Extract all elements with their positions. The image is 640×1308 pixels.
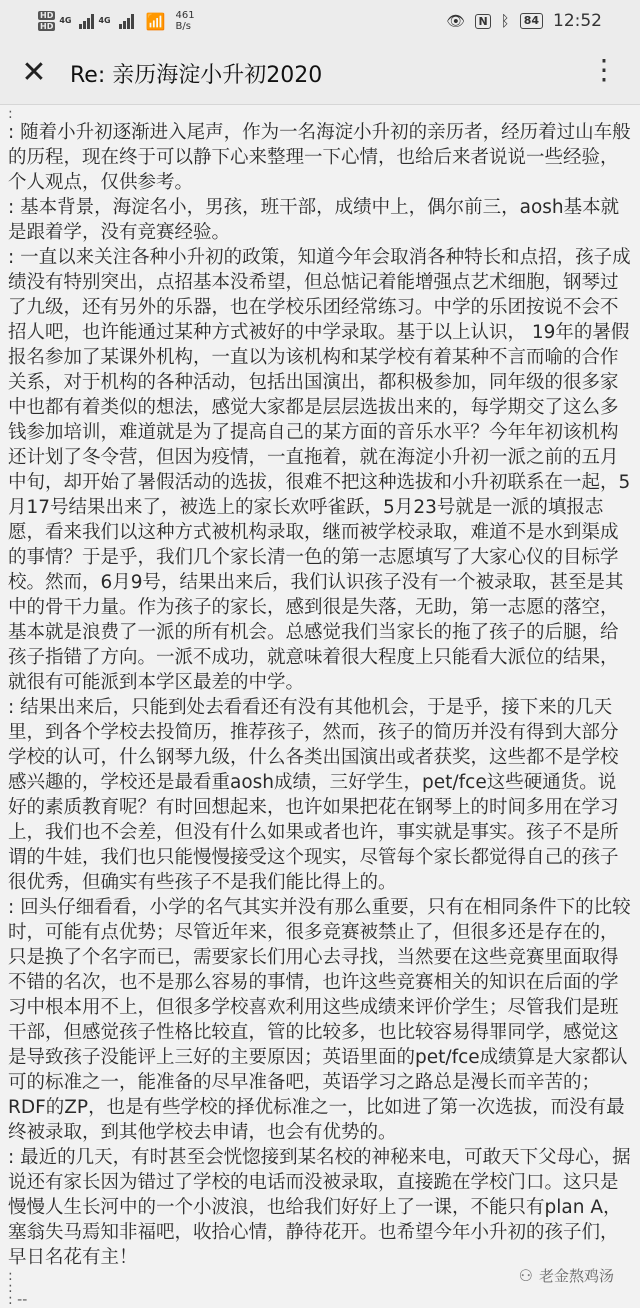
wifi-icon: 📶 xyxy=(145,11,166,31)
sim-indicators xyxy=(38,11,55,31)
more-vertical-icon: ⋮ xyxy=(590,53,618,86)
signature-separator: : -- xyxy=(8,1292,28,1308)
watermark xyxy=(519,1265,614,1286)
network-type-1: 4G xyxy=(59,16,72,25)
signal-icon-2 xyxy=(119,13,134,29)
clock: 12:52 xyxy=(553,11,602,31)
post-body xyxy=(8,108,632,1306)
page-title: Re: 亲历海淀小升初2020 xyxy=(70,62,323,88)
paragraph-experience: : 一直以来关注各种小升初的政策，知道今年会取消各种特长和点招，孩子成绩没有特别突出，点招基本没希望，但总惦记着能增强点艺术细胞，钢琴过了九级，还有另外的乐器，也在学校乐团经常练习。中学的乐团按说不会不招人吧，也许能通过某种方式被好的中学录取。基于以上认识， 19年的暑假报名参加了某课外机构，一直以为该机构和某学校有着某种不言而喻的合作关系，对于机构的各种活动，包括出国演出，都积极参加，同年级的很多家中也都有着类似的想法，感觉大家都是层层选拔出来的，每学期交了这么多钱参加培训，难道就是为了提高自己的某方面的音乐水平？今年年初该机构还计划了冬令营，但因为疫情，一直拖着，就在海淀小升初一派之前的五月中旬，却开始了暑假活动的选拔，很难不把这种选拔和小升初联系在一起，5月17号结果出来了，被选上的家长欢呼雀跃，5月23号就是一派的填报志愿，看来我们以这种方式被机构录取，继而被学校录取，难道不是水到渠成的事情？于是乎，我们几个家长清一色的第一志愿填写了大家心仪的目标学校。然而，6月9号，结果出来后，我们认识孩子没有一个被录取，甚至是其中的骨干力量。作为孩子的家长，感到很是失落，无助，第一志愿的落空，基本就是浪费了一派的所有机会。总感觉我们当家长的拖了孩子的后腿，给孩子指错了方向。一派不成功，就意味着很大程度上只能看大派位的结果，就很有可能派到本学区最差的中学。 xyxy=(8,247,631,693)
quote-marker: : xyxy=(8,106,13,122)
paragraph-reflection: : 回头仔细看看，小学的名气其实并没有那么重要，只有在相同条件下的比较时，可能有点优势；尽管近年来，很多竞赛被禁止了，但很多还是存在的，只是换了个名字而已，需要家长们用心去寻找，当然要在这些竞赛里面取得不错的名次，也不是那么容易的事情，也许这些竞赛相关的知识在后面的学习中根本用不上，但很多学校喜欢利用这些成绩来评价学生；尽管我们是班干部，但感觉孩子性格比较直，管的比较多，也比较容易得罪同学，感觉这是导致孩子没能评上三好的主要原因；英语里面的pet/fce成绩算是大家都认可的标准之一，能准备的尽早准备吧，英语学习之路总是漫长而辛苦的；RDF的ZP，也是有些学校的择优标准之一，比如进了第一次选拔，而没有最终被录取，到其他学校去申请，也会有优势的。 xyxy=(8,897,631,1143)
network-speed xyxy=(176,10,195,32)
paragraph-aftermath: : 结果出来后，只能到处去看看还有没有其他机会，于是乎，接下来的几天里，到各个学校去投简历，推荐孩子，然而，孩子的简历并没有得到大部分学校的认可，什么钢琴九级，什么各类出国演出或者获奖，这些都不是学校感兴趣的，学校还是最看重aosh成绩，三好学生，pet/fce这些硬通货。说好的素质教育呢？有时回想起来，也许如果把花在钢琴上的时间多用在学习上，我们也不会差，但没有什么如果或者也许，事实就是事实。孩子不是所谓的牛娃，我们也只能慢慢接受这个现实，尽管每个家长都觉得自己的孩子很优秀，但确实有些孩子不是我们能比得上的。 xyxy=(8,697,619,893)
paragraph-closing: : 最近的几天，有时甚至会恍惚接到某名校的神秘来电，可敢天下父母心，据说还有家长因为错过了学校的电话而没被录取，直接跪在学校门口。这只是慢慢人生长河中的一个小波浪，也给我们好好上了一课，不能只有plan A，塞翁失马焉知非福吧，收拾心情，静待花开。也希望今年小升初的孩子们，早日名花有主！ xyxy=(8,1147,631,1268)
quote-marker: : xyxy=(8,1268,13,1284)
sim2-hd-badge: HD xyxy=(40,22,54,31)
network-speed-unit: B/s xyxy=(175,21,191,32)
nfc-icon: N xyxy=(475,14,490,29)
paragraph-background: : 基本背景，海淀名小，男孩，班干部，成绩中上，偶尔前三，aosh基本就是跟着学，没有竞赛经验。 xyxy=(8,197,620,243)
sim1-hd-badge: HD xyxy=(40,11,54,20)
eye-icon: 👁 xyxy=(446,12,466,30)
wechat-icon: ⚇ xyxy=(518,1266,533,1285)
battery-indicator: 84 xyxy=(520,13,543,29)
status-bar xyxy=(0,0,640,42)
close-button[interactable] xyxy=(14,55,54,90)
bluetooth-icon: ᛒ xyxy=(500,12,510,30)
paragraph-intro: : 随着小升初逐渐进入尾声，作为一名海淀小升初的亲历者，经历着过山车般的历程，现在终于可以静下心来整理一下心情，也给后来者说说一些经验，个人观点，仅供参考。 xyxy=(8,122,631,193)
quote-marker: : xyxy=(8,1280,13,1296)
watermark-text: 老金熬鸡汤 xyxy=(538,1267,614,1285)
close-icon: ✕ xyxy=(21,55,47,90)
signal-icon xyxy=(79,13,94,29)
network-type-2: 4G xyxy=(98,16,111,25)
network-speed-value: 461 xyxy=(175,10,195,21)
app-bar xyxy=(0,42,640,105)
more-options-button[interactable] xyxy=(590,53,618,86)
